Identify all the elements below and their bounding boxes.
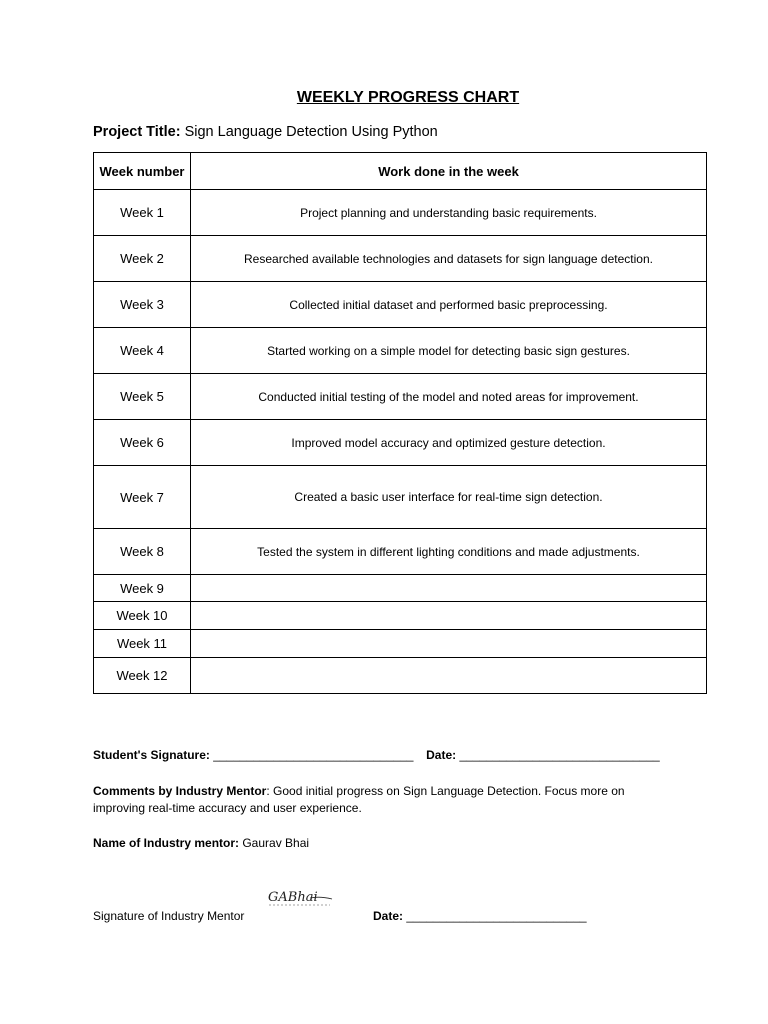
table-header-row <box>94 153 707 190</box>
mentor-comments <box>93 783 673 817</box>
date-blank: ______________________________ <box>459 748 660 762</box>
header-work-done: Work done in the week <box>191 153 707 190</box>
page-title: WEEKLY PROGRESS CHART <box>296 89 520 106</box>
work-cell: Tested the system in different lighting conditions and made adjustments. <box>191 529 707 575</box>
weekly-progress-table <box>93 152 707 694</box>
work-cell: Conducted initial testing of the model and noted areas for improvement. <box>191 374 707 420</box>
mentor-date-blank: ___________________________ <box>406 909 587 923</box>
week-cell: Week 4 <box>94 328 191 374</box>
student-signature-line <box>93 748 660 762</box>
header-week-number: Week number <box>94 153 191 190</box>
week-cell: Week 7 <box>94 466 191 529</box>
mentor-date-line <box>373 909 587 923</box>
week-cell: Week 3 <box>94 282 191 328</box>
week-cell: Week 5 <box>94 374 191 420</box>
week-cell: Week 1 <box>94 190 191 236</box>
mentor-date-label: Date: <box>373 909 404 923</box>
mentor-signature-image <box>266 884 336 910</box>
table-row <box>94 630 707 658</box>
table-row <box>94 529 707 575</box>
week-cell: Week 10 <box>94 602 191 630</box>
work-cell: Started working on a simple model for detecting basic sign gestures. <box>191 328 707 374</box>
comments-text: : Good initial progress on Sign Language Detection. Focus more on improving real-time accuracy and user experience. <box>93 784 625 815</box>
work-cell: Created a basic user interface for real-time sign detection. <box>191 466 707 529</box>
project-title-value: Sign Language Detection Using Python <box>184 124 438 140</box>
week-cell: Week 11 <box>94 630 191 658</box>
work-cell <box>191 575 707 602</box>
project-title-label: Project Title: <box>93 124 181 140</box>
table-row <box>94 420 707 466</box>
comments-label: Comments by Industry Mentor <box>93 784 267 798</box>
work-cell: Project planning and understanding basic requirements. <box>191 190 707 236</box>
week-cell: Week 12 <box>94 658 191 694</box>
table-row <box>94 602 707 630</box>
work-cell: Collected initial dataset and performed basic preprocessing. <box>191 282 707 328</box>
table-row <box>94 466 707 529</box>
work-cell <box>191 602 707 630</box>
table-row <box>94 282 707 328</box>
table-row <box>94 236 707 282</box>
week-cell: Week 8 <box>94 529 191 575</box>
work-cell: Researched available technologies and datasets for sign language detection. <box>191 236 707 282</box>
project-title-line <box>93 124 438 140</box>
work-cell <box>191 658 707 694</box>
student-signature-label: Student's Signature: <box>93 748 210 762</box>
week-cell: Week 9 <box>94 575 191 602</box>
table-row <box>94 374 707 420</box>
table-row <box>94 575 707 602</box>
mentor-name-line <box>93 836 309 850</box>
week-cell: Week 6 <box>94 420 191 466</box>
date-label: Date: <box>426 748 457 762</box>
table-row <box>94 328 707 374</box>
table-row <box>94 190 707 236</box>
table-row <box>94 658 707 694</box>
student-signature-blank: ______________________________ <box>213 748 414 762</box>
signature-handwriting: GABhai <box>268 890 318 905</box>
mentor-name-value: Gaurav Bhai <box>239 836 310 850</box>
mentor-signature-line <box>93 909 244 923</box>
work-cell <box>191 630 707 658</box>
mentor-name-label: Name of Industry mentor: <box>93 836 240 850</box>
week-cell: Week 2 <box>94 236 191 282</box>
work-cell: Improved model accuracy and optimized gesture detection. <box>191 420 707 466</box>
mentor-signature-label: Signature of Industry Mentor <box>93 909 245 923</box>
